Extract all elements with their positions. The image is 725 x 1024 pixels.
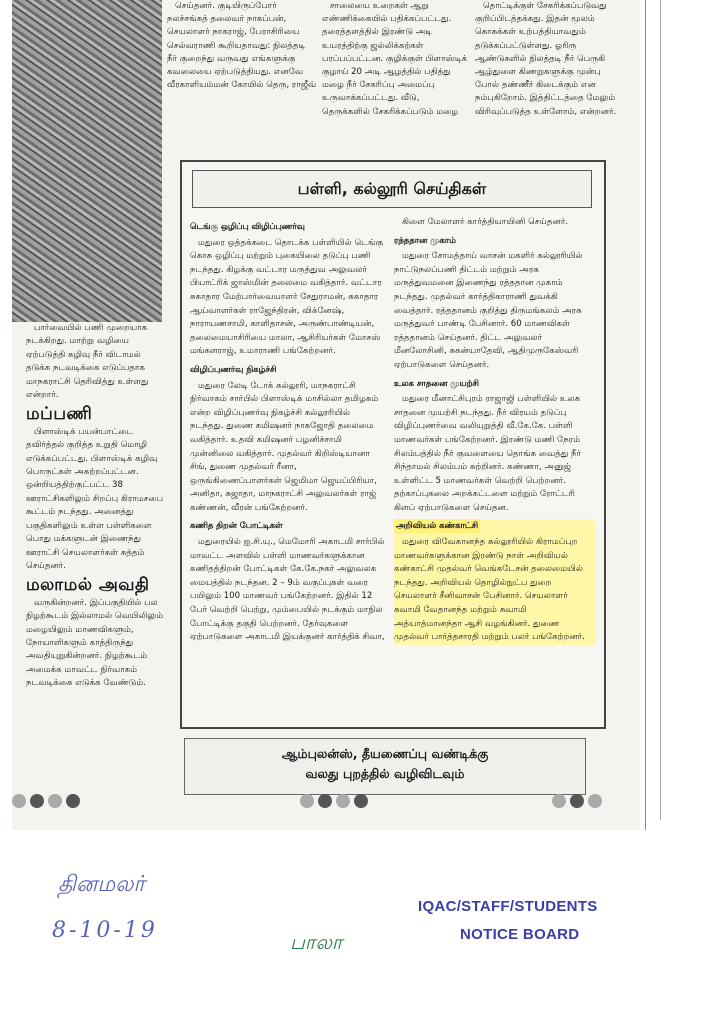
- signature: பாலா: [290, 930, 343, 954]
- ink-dots-left: [12, 794, 80, 808]
- highlighted-article: [394, 519, 596, 644]
- top-column-3: [475, 0, 625, 121]
- news-text: மதுரையில் ஐ.சி.யு., மெமோரி அகாடமி சார்பில் மாவட்ட அளவில் பள்ளி மாணவர்களுக்கான கணிதத்திறன் போட்டிகள் கே.கே.நகர் அலுவலக மையத்தில் நடந்தன. 2 – 9ம் வகுப்புகள் வரை பயிலும் 100 மாணவர் பங்கேற்றனர். இதில் 12 பேர் வெற்றி பெற்று, மும்பையில் நடக்கும் மாநில போட்டிக்கு தகுதி பெற்றனர். தேர்வுகளை ஏற்பாடுகளை அகாடமி இயக்குனர் கார்த்திக் சிவா,: [190, 537, 385, 643]
- left-column-para-3: வருகின்றனர். இப்பகுதியில் பல நிழற்கூடம் இல்லாமல் வெயிலிலும் மழையிலும் மாணவிகளும், நோயாளிகளும் காத்திருந்து அவதியுறுகின்றனர். நிழற்கூடம் அமைக்க மாவட்ட நிர்வாகம் நடவடிக்கை எடுக்க வேண்டும்.: [26, 597, 164, 689]
- notice-line-2: வலது புறத்தில் வழிவிடவும்: [305, 766, 465, 781]
- school-college-news-box: [180, 160, 606, 729]
- top-column-3-text: தொட்டிக்குள் சேகரிக்கப்படுவது குறிப்பிடத்தக்கது. இதன் மூலம் கொசுக்கள் உற்பத்தியாவதும் தடுக்கப்பட்டுள்ளது. ஓரிரு ஆண்டுகளில் நிலத்தடி நீர் பெருகி ஆழ்துளை கிணறுகளுக்கு முன்பு போல் தண்ணீர் கிடைக்கும் என நம்புகிறோம். இத்திட்டத்தை மேலும் விரிவுப்படுத்த உள்ளோம், என்றனர்.: [475, 1, 617, 117]
- box-title: பள்ளி, கல்லூரி செய்திகள்: [192, 170, 592, 208]
- stamp-line-1: IQAC/STAFF/STUDENTS: [418, 898, 598, 915]
- box-column-1: [190, 216, 386, 648]
- news-text: மதுரை விவேகானந்த கல்லூரியில் கிராமப்புற மாணவர்களுக்கான இரண்டு நாள் அறிவியல் கண்காட்சி முதல்வர் வெங்கடேசன் தலைமையில் நடந்தது. அறிவியல் தொழில்நுட்ப துறை செயலாளர் சீனிவாசன் பேசினார். செயலாளர் சுவாமி வேதானந்த மற்றும் சுவாமி அத்யாத்மானந்தா ஆசி வழங்கினர். துணை முதல்வர் பார்த்தசாரதி மற்றும் பலர் பங்கேற்றனர்.: [394, 537, 585, 643]
- left-column: [26, 322, 164, 693]
- news-heading: கணித திறன் போட்டிகள்: [190, 520, 283, 531]
- top-column-1-text: செய்தனர். குடியிருப்போர் நலச்சங்கத் தலைவர் நாகப்பன், செயலாளர் நாகராஜ், பேராசிரியை செல்வராணி கூறியதாவது: நிலத்தடி நீர் குறைந்து வருவது எங்களுக்கு கவலையை ஏற்படுத்தியது. எனவே வீரகாளியம்மன் கோயில் தெரு, ராஜீவ்: [167, 1, 317, 91]
- notice-line-1: ஆம்புலன்ஸ், தீயணைப்பு வண்டிக்கு: [281, 746, 489, 761]
- news-text: மதுரை ஒத்தக்கடை தொடக்க பள்ளியில் டெங்கு கொசு ஒழிப்பு மற்றும் புகையிலை தடுப்பு பணி நடந்தது. கிழக்கு வட்டார மருத்துவ அலுவலர் பியாட்ரிக் ஜாஸ்மின் தலைமை வகித்தார். வட்டார சுகாதார மேற்பார்வையாளர் சேதுராமன், சுகாதார ஆய்வாளர்கள் ராஜேந்திரன், விக்னேஷ், நாராயணசாமி, காளிதாசன், அருண்பாண்டியன், தலைமையாசிரியை மாலா, ஆசிரியர்கள் மோசஸ் மங்களராஜ், உமாராணி பங்கேற்றனர்.: [190, 237, 384, 357]
- page-edge-line: [645, 0, 646, 830]
- top-column-2: [322, 0, 470, 121]
- news-heading: விழிப்புணர்வு நிகழ்ச்சி: [190, 363, 277, 374]
- left-column-heading-2: மப்பணி: [26, 404, 93, 425]
- ambulance-notice: [184, 738, 586, 795]
- news-heading: ரத்ததான முகாம்: [394, 234, 456, 245]
- news-heading: டெங்கு ஒழிப்பு விழிப்புணர்வு: [190, 221, 305, 231]
- news-heading: உலக சாதனை முயற்சி: [394, 377, 479, 388]
- left-column-para-1: பார்வையில் பணி முறையாக நடக்கிறது. மாற்று வழியை ஏற்படுத்தி கழிவு நீர் விடாமல் தடுக்க நடவடிக்கை எடுப்பதாக மாநகராட்சி தெரிவித்து உள்ளது என்றார்.: [26, 323, 149, 401]
- news-text: கிளை மேலாளர் கார்த்தியாயினி செய்தனர்.: [402, 217, 569, 227]
- top-column-1: [167, 0, 317, 94]
- handwritten-source: தினமலர்: [58, 872, 145, 897]
- news-text: மதுரை சோமத்தாய் வாசன் மகளிர் கல்லூரியில் நாட்டுநலப்பணி திட்டம் மற்றும் அரசு மருத்துவமனை இணைந்து ரத்ததான முகாம் நடந்தது. முதல்வர் கார்த்திகாராணி துவக்கி வைத்தார். ரத்ததானம் குறித்து திருமங்கலம் அரசு மருத்துவர் பாண்டி பேசினார். 60 மாணவிகள் ரத்ததானம் செய்தனர். திட்ட அலுவலர் மீனலோசினி, சுகன்யாதேவி, ஆதிமுருகேஸ்வரி ஏற்பாடுகளை செய்தனர்.: [394, 251, 583, 370]
- news-photo: [12, 0, 162, 322]
- top-column-2-text: சாலையை உறைகள் ஆறு எண்ணிக்கையில் பதிக்கப்பட்டது. தரைத்தளத்தில் இரண்டு அடி உயரத்திற்கு ஜல்லிக்கற்கள் பரப்பப்பட்டன. குழிக்குள் பிளாஸ்டிக் குழாய் 20 அடி ஆழத்தில் பதித்து மழை நீர் சேகரிப்பு அமைப்பு உருவாக்கப்பட்டது. வீடு, தெருக்களில் சேகரிக்கப்படும் மழை: [322, 1, 468, 117]
- newspaper-clipping: [12, 0, 640, 830]
- news-heading: அறிவியல் கண்காட்சி: [394, 519, 480, 533]
- stamp-line-2: NOTICE BOARD: [460, 926, 580, 943]
- page-edge-line: [660, 0, 661, 820]
- news-text: மதுரை மீனாட்சிபுரம் ராஜாஜி பள்ளியில் உலக சாதனை முயற்சி நடந்தது. நீர் விரயம் தடுப்பு விழிப்புணர்வை வலியுறுத்தி வீ.கே.கே. பள்ளி மாணவர்கள் பங்கேற்றனர். இரண்டு மணி நேரம் சிலம்பத்தில் நீர் குவளையை தொங்க வைத்து நீர் சிந்தாமல் சிலம்பம் சுற்றினர். கண்ணா, அனுஜ் உள்ளிட்ட 5 மாணவர்கள் வெற்றி பெற்றனர். தற்காப்புகலை அறக்கட்டளை மற்றும் ரோட்டரி கிளப் ஏற்பாடுகளை செய்தன.: [394, 394, 582, 513]
- news-text: மதுரை லேடி டோக் கல்லூரி, மாநகராட்சி நிர்வாகம் சார்பில் பிளாஸ்டிக் மாசில்லா தமிழகம் என்ற விழிப்புணர்வு நிகழ்ச்சி கல்லூரியில் நடந்தது. துணை கமிஷனர் நாகஜோதி தலைமை வகித்தார். உதவி கமிஷனர் பழனிச்சாமி முன்னிலை வகித்தார். முதல்வர் கிறிஸ்டியானா சிங், துணை முதல்வர் ரீனா, ஒருங்கிணைப்பாளர்கள் ஜெமிமா ஜெயப்பிரியா, அனிதா, சுஜாதா, மாநகராட்சி அலுவலர்கள் ராஜ் கண்ணன், வீரன் பங்கேற்றனர்.: [190, 380, 379, 513]
- ink-dots-center: [300, 794, 368, 808]
- left-column-para-2: பிளாஸ்டிக் பயன்பாட்டை தவிர்த்தல் குறித்த உறுதி மொழி எடுக்கப்பட்டது. பிளாஸ்டிக் கழிவு பொருட்கள் அகற்றப்பட்டன. ஒன்றியத்திற்குட்பட்ட 38 ஊராட்சிகளிலும் சிறப்பு கிராமசபை கூட்டம் நடந்தது. அனைத்து பகுதிகளிலும் உள்ள பள்ளிகளை பொது மக்களுடன் இணைந்து ஊராட்சி செயலாளர்கள் சுத்தம் செய்தனர்.: [26, 426, 164, 571]
- handwritten-date: 8-10-19: [52, 918, 158, 943]
- ink-dots-right: [552, 794, 602, 808]
- box-column-2: [394, 216, 596, 648]
- left-column-heading-3: மலாமல் அவதி: [26, 575, 150, 596]
